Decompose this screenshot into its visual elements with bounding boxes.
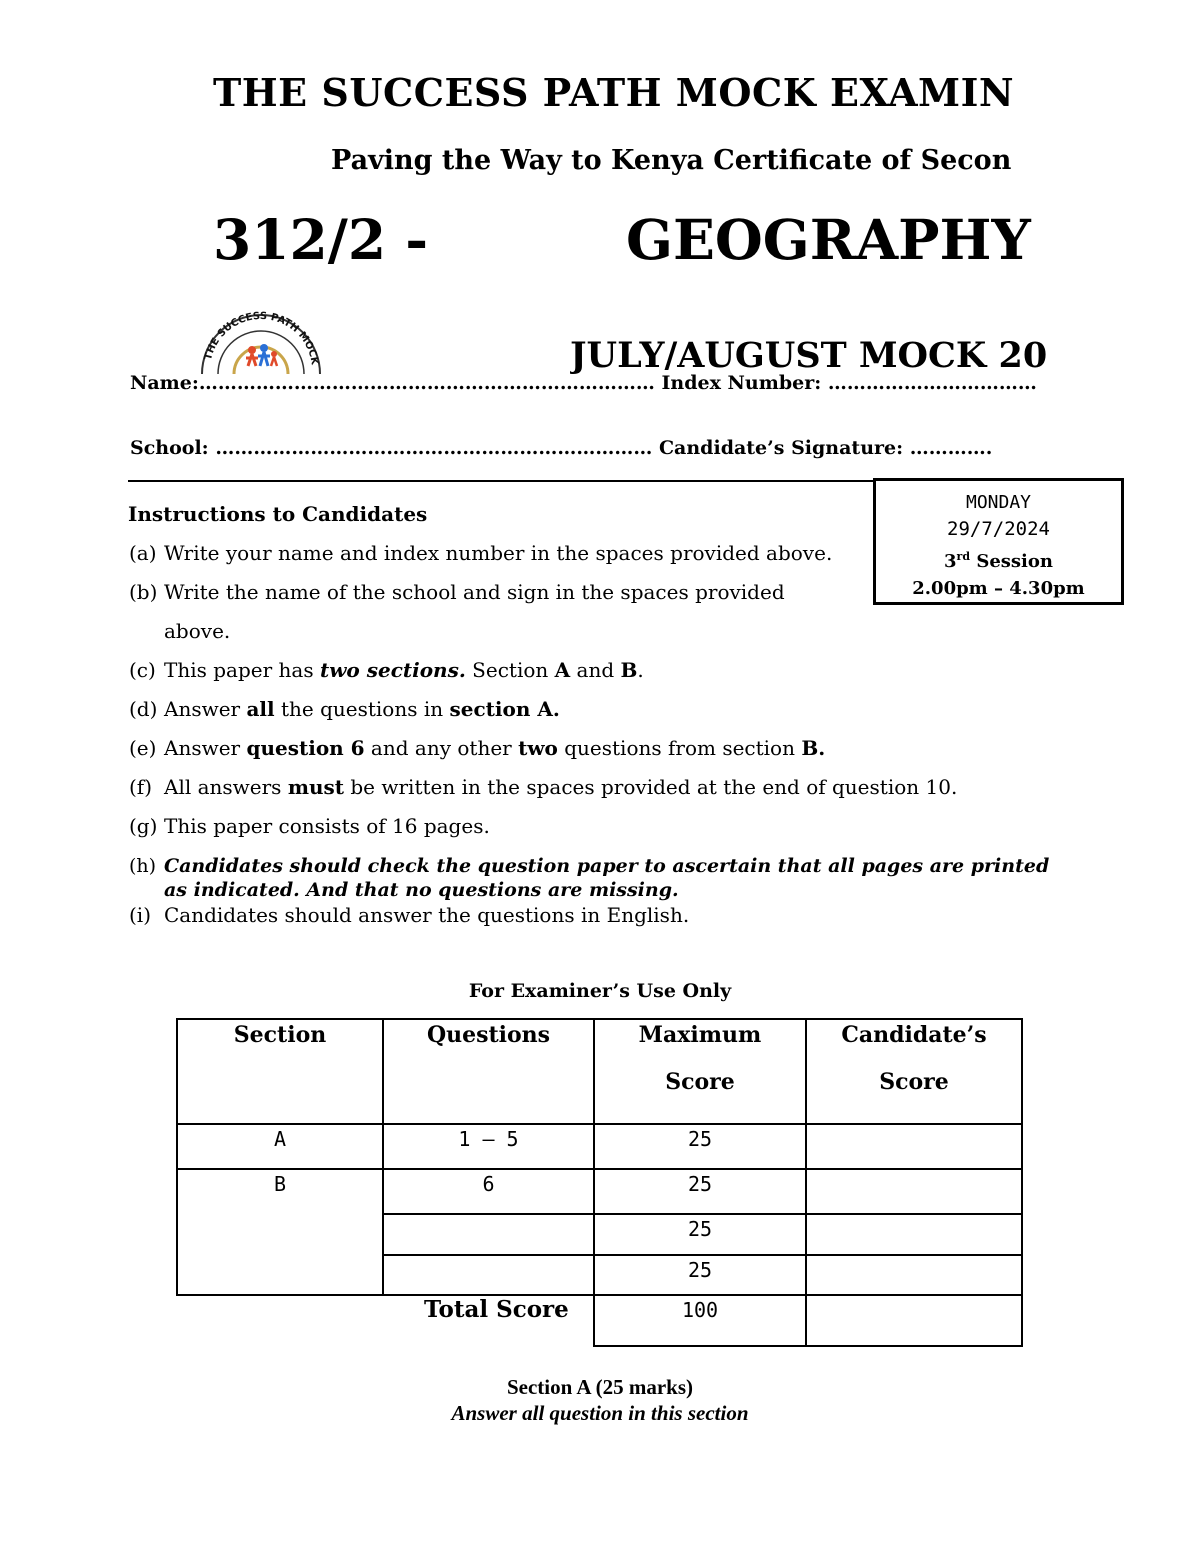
header-divider [128, 480, 874, 482]
row-a-candidate-score[interactable] [807, 1125, 1021, 1168]
row-b-questions: 6 [482, 1172, 495, 1196]
session-box [873, 478, 1124, 605]
school-field[interactable]: …………………………………………………………… [215, 437, 653, 459]
session-number: 3rd Session [944, 550, 1053, 572]
header-questions: Questions [426, 1022, 551, 1048]
name-field[interactable]: ……………………………………………………………… [198, 372, 655, 394]
row-a-max: 25 [687, 1127, 713, 1151]
session-day: MONDAY [965, 492, 1032, 513]
instruction-a: (a) Write your name and index number in the spaces provided above. [129, 541, 833, 565]
header-candidate-score: Candidate’s Score [841, 1022, 987, 1095]
logo-text: THE SUCCESS PATH MOCK [203, 310, 320, 366]
row-3-candidate-score[interactable] [807, 1215, 1021, 1254]
header-maximum-score: Maximum Score [638, 1022, 762, 1095]
row-a-section: A [273, 1127, 287, 1151]
school-label: School: [130, 437, 209, 459]
total-candidate-score[interactable] [807, 1296, 1021, 1345]
index-field[interactable]: …………………………… [827, 372, 1037, 394]
school-signature-line [130, 437, 1065, 459]
row-4-max: 25 [687, 1258, 713, 1282]
row-b-section: B [273, 1172, 287, 1196]
signature-field[interactable]: …………. [909, 437, 993, 459]
header-section: Section [233, 1022, 327, 1048]
examiner-table-title: For Examiner’s Use Only [468, 980, 732, 1002]
index-label: Index Number: [661, 372, 822, 394]
section-a-heading: Section A (25 marks) [506, 1375, 694, 1399]
instruction-h-cont: as indicated. And that no questions are missing. [164, 879, 679, 901]
row-4-candidate-score[interactable] [807, 1256, 1021, 1294]
paper-code: 312/2 - [213, 207, 429, 272]
section-a-instruction: Answer all question in this section [451, 1401, 749, 1425]
row-a-questions: 1 – 5 [458, 1127, 519, 1151]
name-label: Name: [130, 372, 199, 394]
instructions-heading: Instructions to Candidates [128, 502, 428, 526]
instruction-b-cont: above. [164, 619, 231, 643]
row-b-candidate-score[interactable] [807, 1170, 1021, 1213]
row-3-max: 25 [687, 1217, 713, 1241]
mock-series: JULY/AUGUST MOCK 20 [570, 335, 1048, 376]
row-b-max: 25 [687, 1172, 713, 1196]
name-index-line [130, 372, 1065, 394]
session-time: 2.00pm – 4.30pm [912, 578, 1085, 599]
session-date: 29/7/2024 [947, 518, 1050, 540]
total-max-score: 100 [681, 1298, 719, 1322]
total-score-label: Total Score [424, 1296, 569, 1323]
exam-title: THE SUCCESS PATH MOCK EXAMIN [213, 70, 1015, 115]
school-logo [196, 300, 326, 375]
subject-title: GEOGRAPHY [626, 207, 1031, 272]
signature-label: Candidate’s Signature: [658, 437, 904, 459]
exam-subtitle: Paving the Way to Kenya Certificate of Secon [331, 145, 1012, 176]
